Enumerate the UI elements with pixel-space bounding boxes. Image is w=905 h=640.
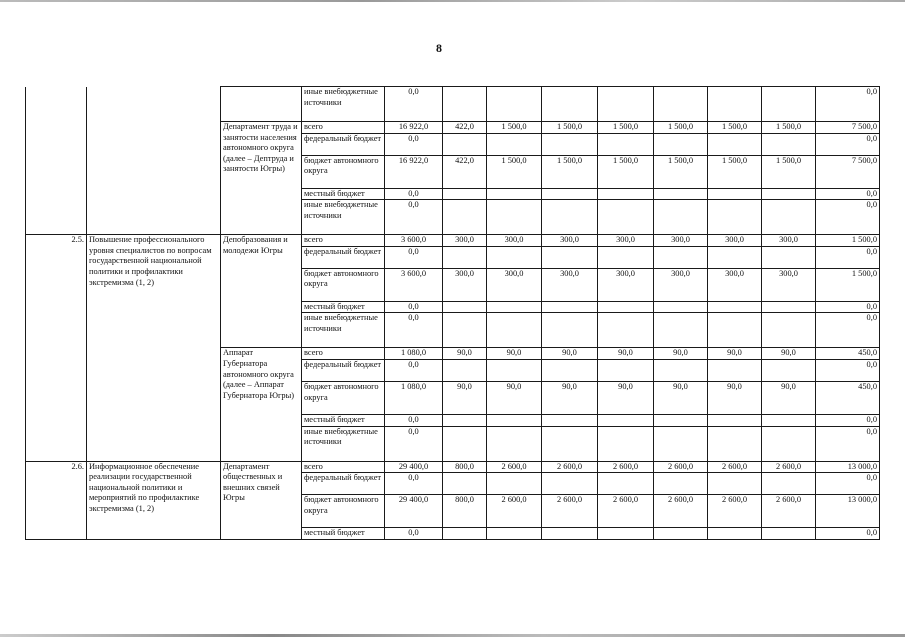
total-value: 1 080,0: [385, 381, 443, 414]
year-value: 300,0: [443, 268, 487, 301]
year-value: 90,0: [598, 348, 654, 360]
measure-code: 2.5.: [26, 235, 87, 461]
funding-source: местный бюджет: [302, 528, 385, 540]
year-value: [598, 528, 654, 540]
year-value: [443, 188, 487, 200]
total-value: 16 922,0: [385, 122, 443, 134]
year-value: [443, 528, 487, 540]
year-value: 1 500,0: [598, 122, 654, 134]
funding-source: иные внебюджетные источники: [302, 200, 385, 235]
measure-title: Информационное обеспечение реализации государственной национальной политики и мероприятий по профилактике экстремизма (1, 2): [87, 461, 221, 539]
table-row: [26, 461, 880, 473]
year-value: 2 600,0: [598, 495, 654, 528]
year-value: 300,0: [598, 268, 654, 301]
funding-source: всего: [302, 235, 385, 247]
measure-title: [87, 87, 221, 235]
year-value: [762, 301, 816, 313]
year-value: [762, 426, 816, 461]
funding-source: всего: [302, 348, 385, 360]
year-value: 300,0: [487, 268, 542, 301]
year-value: 1 500,0: [654, 155, 708, 188]
final-value: 0,0: [816, 473, 880, 495]
executor-cell: [221, 87, 302, 122]
scan-edge-bottom: [0, 634, 905, 637]
total-value: 1 080,0: [385, 348, 443, 360]
funding-source: местный бюджет: [302, 414, 385, 426]
year-value: 1 500,0: [487, 122, 542, 134]
year-value: [487, 246, 542, 268]
executor-cell: Департамент труда и занятости населения автономного округа (далее – Дептруда и занятости Югры): [221, 122, 302, 235]
year-value: [487, 188, 542, 200]
total-value: 29 400,0: [385, 495, 443, 528]
year-value: [542, 414, 598, 426]
year-value: [654, 87, 708, 122]
final-value: 0,0: [816, 87, 880, 122]
year-value: 2 600,0: [654, 495, 708, 528]
final-value: 450,0: [816, 381, 880, 414]
year-value: [598, 414, 654, 426]
year-value: [708, 414, 762, 426]
funding-source: бюджет автономного округа: [302, 381, 385, 414]
year-value: [598, 246, 654, 268]
year-value: [762, 528, 816, 540]
year-value: 1 500,0: [762, 122, 816, 134]
year-value: 300,0: [654, 235, 708, 247]
final-value: 7 500,0: [816, 122, 880, 134]
funding-source: иные внебюджетные источники: [302, 313, 385, 348]
year-value: 2 600,0: [762, 461, 816, 473]
year-value: 300,0: [654, 268, 708, 301]
year-value: [654, 359, 708, 381]
year-value: [708, 246, 762, 268]
funding-source: федеральный бюджет: [302, 473, 385, 495]
year-value: 90,0: [708, 348, 762, 360]
year-value: [443, 426, 487, 461]
year-value: [654, 246, 708, 268]
year-value: [542, 87, 598, 122]
total-value: 0,0: [385, 200, 443, 235]
funding-source: всего: [302, 122, 385, 134]
total-value: 0,0: [385, 313, 443, 348]
year-value: [487, 313, 542, 348]
total-value: 0,0: [385, 426, 443, 461]
year-value: [487, 414, 542, 426]
year-value: [598, 359, 654, 381]
year-value: [598, 133, 654, 155]
year-value: 2 600,0: [762, 495, 816, 528]
year-value: [708, 359, 762, 381]
year-value: [762, 87, 816, 122]
funding-source: иные внебюджетные источники: [302, 426, 385, 461]
funding-source: иные внебюджетные источники: [302, 87, 385, 122]
total-value: 29 400,0: [385, 461, 443, 473]
year-value: 1 500,0: [708, 122, 762, 134]
funding-source: федеральный бюджет: [302, 133, 385, 155]
year-value: 2 600,0: [654, 461, 708, 473]
year-value: [598, 188, 654, 200]
year-value: 90,0: [443, 381, 487, 414]
total-value: 0,0: [385, 301, 443, 313]
year-value: [487, 426, 542, 461]
year-value: 90,0: [598, 381, 654, 414]
year-value: [598, 426, 654, 461]
year-value: [487, 473, 542, 495]
year-value: [542, 359, 598, 381]
year-value: [654, 301, 708, 313]
year-value: 90,0: [654, 381, 708, 414]
year-value: [654, 426, 708, 461]
total-value: 0,0: [385, 473, 443, 495]
year-value: 300,0: [708, 268, 762, 301]
total-value: 3 600,0: [385, 268, 443, 301]
final-value: 0,0: [816, 359, 880, 381]
year-value: [598, 87, 654, 122]
year-value: [762, 133, 816, 155]
year-value: 300,0: [598, 235, 654, 247]
total-value: 16 922,0: [385, 155, 443, 188]
year-value: [542, 301, 598, 313]
year-value: 1 500,0: [487, 155, 542, 188]
year-value: 90,0: [762, 381, 816, 414]
year-value: 300,0: [762, 268, 816, 301]
year-value: 90,0: [487, 348, 542, 360]
year-value: [762, 246, 816, 268]
year-value: 2 600,0: [708, 495, 762, 528]
year-value: [654, 313, 708, 348]
year-value: 300,0: [542, 268, 598, 301]
year-value: 90,0: [542, 348, 598, 360]
year-value: [762, 414, 816, 426]
year-value: [654, 188, 708, 200]
year-value: 90,0: [542, 381, 598, 414]
year-value: 2 600,0: [487, 495, 542, 528]
total-value: 0,0: [385, 188, 443, 200]
year-value: [542, 313, 598, 348]
total-value: 3 600,0: [385, 235, 443, 247]
budget-table: [25, 86, 880, 540]
total-value: 0,0: [385, 246, 443, 268]
year-value: [762, 200, 816, 235]
year-value: 300,0: [487, 235, 542, 247]
year-value: [487, 200, 542, 235]
year-value: [487, 301, 542, 313]
year-value: [542, 133, 598, 155]
year-value: 422,0: [443, 155, 487, 188]
funding-source: местный бюджет: [302, 301, 385, 313]
year-value: [762, 359, 816, 381]
executor-cell: Депобразования и молодежи Югры: [221, 235, 302, 348]
final-value: 13 000,0: [816, 461, 880, 473]
funding-source: всего: [302, 461, 385, 473]
year-value: [708, 200, 762, 235]
year-value: 90,0: [708, 381, 762, 414]
year-value: [598, 313, 654, 348]
total-value: 0,0: [385, 133, 443, 155]
year-value: 2 600,0: [542, 495, 598, 528]
table-row: [26, 235, 880, 247]
year-value: [542, 426, 598, 461]
total-value: 0,0: [385, 414, 443, 426]
year-value: [443, 414, 487, 426]
year-value: [443, 200, 487, 235]
year-value: [487, 87, 542, 122]
year-value: 2 600,0: [487, 461, 542, 473]
year-value: [598, 301, 654, 313]
final-value: 0,0: [816, 528, 880, 540]
year-value: [487, 133, 542, 155]
year-value: 300,0: [443, 235, 487, 247]
final-value: 0,0: [816, 133, 880, 155]
year-value: 2 600,0: [542, 461, 598, 473]
year-value: [708, 133, 762, 155]
year-value: 1 500,0: [762, 155, 816, 188]
year-value: [762, 473, 816, 495]
final-value: 1 500,0: [816, 235, 880, 247]
year-value: 90,0: [762, 348, 816, 360]
year-value: [708, 87, 762, 122]
total-value: 0,0: [385, 87, 443, 122]
year-value: 800,0: [443, 461, 487, 473]
year-value: 800,0: [443, 495, 487, 528]
year-value: 1 500,0: [654, 122, 708, 134]
final-value: 0,0: [816, 188, 880, 200]
scan-edge-top: [0, 0, 905, 2]
year-value: [487, 528, 542, 540]
final-value: 0,0: [816, 313, 880, 348]
final-value: 13 000,0: [816, 495, 880, 528]
year-value: [708, 473, 762, 495]
year-value: 1 500,0: [542, 155, 598, 188]
year-value: [487, 359, 542, 381]
year-value: 90,0: [487, 381, 542, 414]
year-value: [598, 200, 654, 235]
year-value: [443, 359, 487, 381]
year-value: [443, 246, 487, 268]
final-value: 0,0: [816, 200, 880, 235]
measure-code: 2.6.: [26, 461, 87, 539]
year-value: [708, 188, 762, 200]
table-row: [26, 87, 880, 122]
funding-source: бюджет автономного округа: [302, 268, 385, 301]
funding-source: федеральный бюджет: [302, 359, 385, 381]
year-value: [708, 426, 762, 461]
funding-source: местный бюджет: [302, 188, 385, 200]
funding-source: федеральный бюджет: [302, 246, 385, 268]
year-value: [443, 87, 487, 122]
year-value: 1 500,0: [598, 155, 654, 188]
final-value: 0,0: [816, 301, 880, 313]
year-value: 300,0: [762, 235, 816, 247]
final-value: 0,0: [816, 246, 880, 268]
year-value: [708, 313, 762, 348]
final-value: 1 500,0: [816, 268, 880, 301]
final-value: 0,0: [816, 414, 880, 426]
year-value: [654, 414, 708, 426]
year-value: 300,0: [542, 235, 598, 247]
year-value: [654, 528, 708, 540]
year-value: [542, 473, 598, 495]
year-value: 1 500,0: [708, 155, 762, 188]
final-value: 0,0: [816, 426, 880, 461]
year-value: [708, 301, 762, 313]
executor-cell: Аппарат Губернатора автономного округа (далее – Аппарат Губернатора Югры): [221, 348, 302, 461]
year-value: [654, 133, 708, 155]
year-value: [443, 473, 487, 495]
year-value: 300,0: [708, 235, 762, 247]
year-value: [708, 528, 762, 540]
year-value: 2 600,0: [598, 461, 654, 473]
total-value: 0,0: [385, 359, 443, 381]
year-value: [762, 188, 816, 200]
final-value: 450,0: [816, 348, 880, 360]
measure-code: [26, 87, 87, 235]
year-value: [762, 313, 816, 348]
year-value: [443, 313, 487, 348]
year-value: 1 500,0: [542, 122, 598, 134]
total-value: 0,0: [385, 528, 443, 540]
year-value: [542, 528, 598, 540]
page-number: 8: [436, 41, 442, 55]
final-value: 7 500,0: [816, 155, 880, 188]
year-value: [654, 200, 708, 235]
year-value: 2 600,0: [708, 461, 762, 473]
year-value: [598, 473, 654, 495]
year-value: 90,0: [443, 348, 487, 360]
year-value: 422,0: [443, 122, 487, 134]
executor-cell: Департамент общественных и внешних связей Югры: [221, 461, 302, 539]
year-value: [542, 246, 598, 268]
year-value: 90,0: [654, 348, 708, 360]
year-value: [654, 473, 708, 495]
funding-source: бюджет автономного округа: [302, 155, 385, 188]
funding-source: бюджет автономного округа: [302, 495, 385, 528]
year-value: [542, 188, 598, 200]
year-value: [443, 133, 487, 155]
measure-title: Повышение профессионального уровня специалистов по вопросам государственной национальной политики и профилактики экстремизма (1, 2): [87, 235, 221, 461]
year-value: [443, 301, 487, 313]
year-value: [542, 200, 598, 235]
